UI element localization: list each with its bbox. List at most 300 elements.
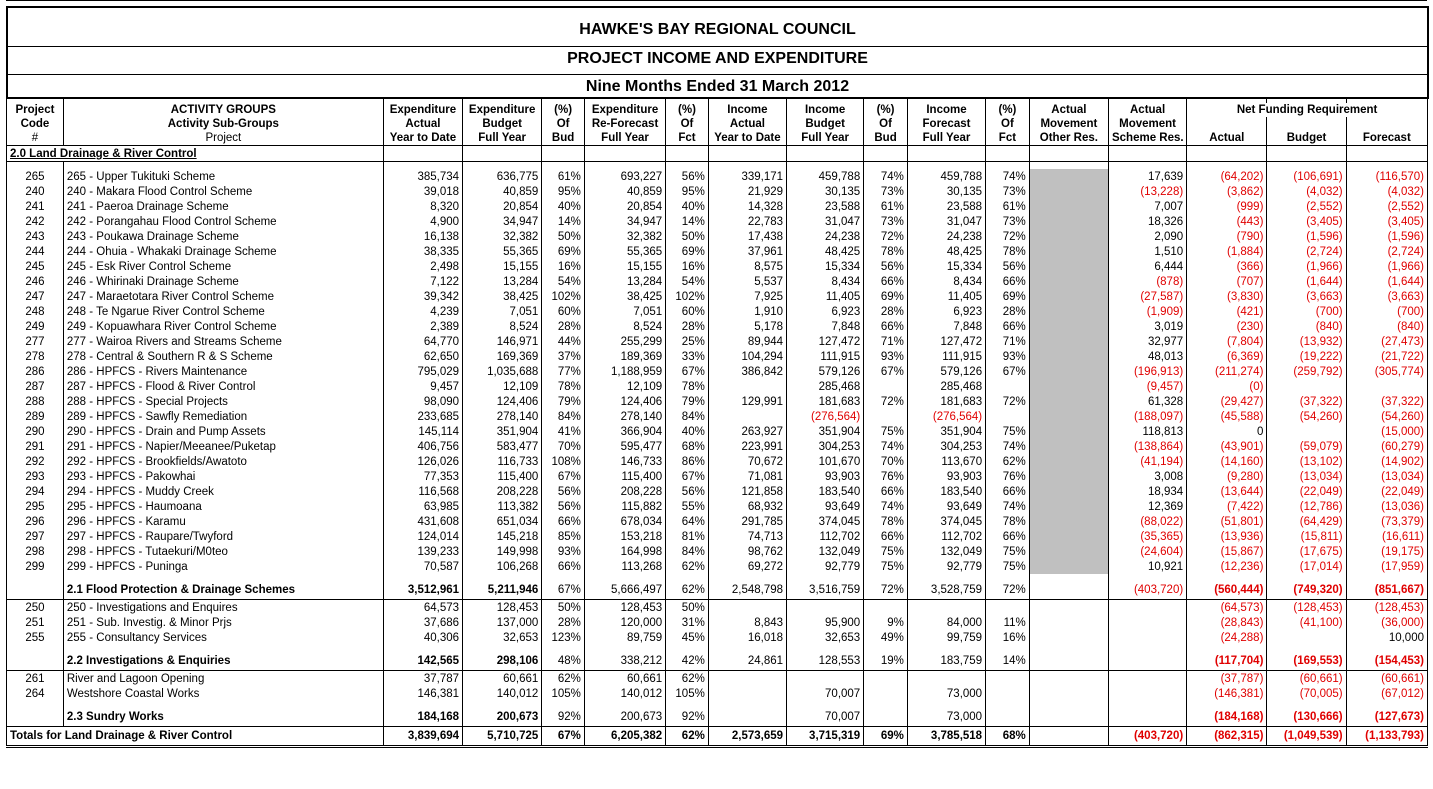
value-cell: 41% — [542, 424, 585, 439]
value-cell — [1267, 424, 1346, 439]
value-cell: (36,000) — [1346, 615, 1427, 630]
value-cell: 93% — [542, 544, 585, 559]
value-cell — [1029, 229, 1108, 244]
subtotal-value: (862,315) — [1187, 727, 1267, 747]
project-code: 261 — [7, 671, 64, 687]
value-cell: 124,406 — [463, 394, 542, 409]
value-cell: 128,453 — [584, 600, 665, 616]
col-header: Expenditure — [383, 103, 462, 117]
empty-cell — [542, 645, 585, 652]
empty-cell — [63, 574, 383, 581]
value-cell — [907, 671, 985, 687]
value-cell: 304,253 — [907, 439, 985, 454]
value-cell — [1029, 244, 1108, 259]
empty-cell — [1108, 574, 1186, 581]
value-cell: 132,049 — [907, 544, 985, 559]
value-cell: (24,288) — [1187, 630, 1267, 645]
value-cell: 50% — [666, 600, 709, 616]
table-row — [7, 199, 1428, 214]
value-cell: 81% — [666, 529, 709, 544]
value-cell: (12,236) — [1187, 559, 1267, 574]
empty-cell — [542, 574, 585, 581]
value-cell: 56% — [666, 169, 709, 184]
empty-cell — [1108, 162, 1186, 170]
value-cell: 10,000 — [1346, 630, 1427, 645]
value-cell: 62% — [666, 671, 709, 687]
empty-cell — [1187, 574, 1267, 581]
value-cell: 678,034 — [584, 514, 665, 529]
empty-cell — [542, 162, 585, 170]
table-row — [7, 214, 1428, 229]
value-cell — [1029, 630, 1108, 645]
value-cell: 374,045 — [787, 514, 864, 529]
value-cell: 93% — [986, 349, 1030, 364]
empty-cell — [463, 574, 542, 581]
value-cell: 71% — [864, 334, 908, 349]
value-cell — [708, 671, 786, 687]
value-cell: 66% — [986, 319, 1030, 334]
subtotal-value: 298,106 — [463, 652, 542, 671]
project-name: 287 - HPFCS - Flood & River Control — [63, 379, 383, 394]
table-row — [7, 319, 1428, 334]
value-cell: 92,779 — [907, 559, 985, 574]
value-cell: (64,573) — [1187, 600, 1267, 616]
col-header: Of — [542, 117, 585, 131]
subtotal-value: 200,673 — [584, 708, 665, 727]
value-cell: 6,923 — [787, 304, 864, 319]
value-cell: (2,552) — [1346, 199, 1427, 214]
empty-cell — [1029, 645, 1108, 652]
subtotal-value: 5,710,725 — [463, 727, 542, 747]
value-cell: 24,238 — [787, 229, 864, 244]
value-cell: 278,140 — [584, 409, 665, 424]
value-cell: 75% — [864, 424, 908, 439]
col-header: Activity Sub-Groups — [63, 117, 383, 131]
project-name: 277 - Wairoa Rivers and Streams Scheme — [63, 334, 383, 349]
value-cell — [864, 671, 908, 687]
header-row-2 — [7, 117, 1428, 131]
project-name: 251 - Sub. Investig. & Minor Prjs — [63, 615, 383, 630]
empty-cell — [907, 574, 985, 581]
project-name: 295 - HPFCS - Haumoana — [63, 499, 383, 514]
value-cell: 15,334 — [907, 259, 985, 274]
project-name: 243 - Poukawa Drainage Scheme — [63, 229, 383, 244]
value-cell — [986, 686, 1030, 701]
value-cell — [986, 379, 1030, 394]
table-row — [7, 671, 1428, 687]
project-code: 299 — [7, 559, 64, 574]
empty-cell — [907, 701, 985, 708]
value-cell: 95,900 — [787, 615, 864, 630]
empty-cell — [463, 645, 542, 652]
value-cell: (43,901) — [1187, 439, 1267, 454]
value-cell: (9,280) — [1187, 469, 1267, 484]
value-cell — [708, 600, 786, 616]
value-cell: 33% — [666, 349, 709, 364]
value-cell: 67% — [864, 364, 908, 379]
empty-cell — [1267, 574, 1346, 581]
project-name: 241 - Paeroa Drainage Scheme — [63, 199, 383, 214]
value-cell: (259,792) — [1267, 364, 1346, 379]
value-cell — [986, 409, 1030, 424]
value-cell: 7,007 — [1108, 199, 1186, 214]
project-code: 292 — [7, 454, 64, 469]
value-cell: 104,294 — [708, 349, 786, 364]
value-cell: 56% — [542, 499, 585, 514]
subtotal-label: 2.1 Flood Protection & Drainage Schemes — [63, 581, 383, 600]
value-cell — [1029, 304, 1108, 319]
col-header: Other Res. — [1029, 131, 1108, 146]
value-cell: (7,422) — [1187, 499, 1267, 514]
value-cell — [864, 686, 908, 701]
value-cell: 79% — [542, 394, 585, 409]
value-cell: 595,477 — [584, 439, 665, 454]
table-row — [7, 184, 1428, 199]
empty-cell — [63, 645, 383, 652]
value-cell: 146,971 — [463, 334, 542, 349]
value-cell — [1108, 600, 1186, 616]
subtotal-value: (169,553) — [1267, 652, 1346, 671]
value-cell: (27,473) — [1346, 334, 1427, 349]
value-cell: (13,102) — [1267, 454, 1346, 469]
value-cell: (700) — [1267, 304, 1346, 319]
value-cell: (27,587) — [1108, 289, 1186, 304]
value-cell: (305,774) — [1346, 364, 1427, 379]
table-row — [7, 409, 1428, 424]
subtotal-value: 3,715,319 — [787, 727, 864, 747]
value-cell: 8,524 — [584, 319, 665, 334]
value-cell: 32,382 — [463, 229, 542, 244]
project-name: 288 - HPFCS - Special Projects — [63, 394, 383, 409]
value-cell: (60,661) — [1267, 671, 1346, 687]
table-row — [7, 379, 1428, 394]
value-cell: 61% — [864, 199, 908, 214]
col-header: (%) — [542, 103, 585, 117]
col-header: Expenditure — [463, 103, 542, 117]
subtotal-label: 2.2 Investigations & Enquiries — [63, 652, 383, 671]
col-header: Income — [907, 103, 985, 117]
value-cell: 795,029 — [383, 364, 462, 379]
table-row — [7, 469, 1428, 484]
value-cell: 115,882 — [584, 499, 665, 514]
subtotal-value: (117,704) — [1187, 652, 1267, 671]
empty-cell — [986, 574, 1030, 581]
value-cell: 78% — [542, 379, 585, 394]
table-row — [7, 514, 1428, 529]
value-cell: (4,032) — [1346, 184, 1427, 199]
empty-cell — [1187, 162, 1267, 170]
value-cell: (276,564) — [907, 409, 985, 424]
value-cell: 1,910 — [708, 304, 786, 319]
table-row — [7, 499, 1428, 514]
table-row — [7, 615, 1428, 630]
value-cell: 74% — [864, 439, 908, 454]
value-cell: (3,862) — [1187, 184, 1267, 199]
value-cell — [1029, 424, 1108, 439]
table-row — [7, 169, 1428, 184]
value-cell: 16% — [542, 259, 585, 274]
value-cell: (35,365) — [1108, 529, 1186, 544]
value-cell: 44% — [542, 334, 585, 349]
col-header: Forecast — [1346, 131, 1427, 146]
empty-cell — [666, 645, 709, 652]
value-cell: 8,434 — [907, 274, 985, 289]
subtotal-value: (127,673) — [1346, 708, 1427, 727]
project-code: 246 — [7, 274, 64, 289]
subtotal-row — [7, 581, 1428, 600]
value-cell: (106,691) — [1267, 169, 1346, 184]
value-cell — [907, 600, 985, 616]
project-code: 277 — [7, 334, 64, 349]
subtotal-value: 5,666,497 — [584, 581, 665, 600]
value-cell: 38,425 — [463, 289, 542, 304]
value-cell: 38,425 — [584, 289, 665, 304]
value-cell: 93,649 — [787, 499, 864, 514]
value-cell — [1029, 529, 1108, 544]
project-code: 248 — [7, 304, 64, 319]
table-row — [7, 274, 1428, 289]
value-cell: 113,670 — [907, 454, 985, 469]
value-cell: 111,915 — [787, 349, 864, 364]
value-cell: 127,472 — [787, 334, 864, 349]
subtotal-value: 92% — [542, 708, 585, 727]
value-cell: 66% — [542, 514, 585, 529]
value-cell: (13,936) — [1187, 529, 1267, 544]
subtotal-value — [708, 708, 786, 727]
value-cell: 1,035,688 — [463, 364, 542, 379]
subtotal-value: 6,205,382 — [584, 727, 665, 747]
value-cell: 68% — [666, 439, 709, 454]
col-header: Budget — [787, 117, 864, 131]
project-name: 293 - HPFCS - Pakowhai — [63, 469, 383, 484]
spacer-row — [7, 645, 1428, 652]
subtotal-value: (154,453) — [1346, 652, 1427, 671]
value-cell — [1029, 544, 1108, 559]
value-cell: 13,284 — [584, 274, 665, 289]
col-header: ACTIVITY GROUPS — [63, 103, 383, 117]
value-cell: 351,904 — [787, 424, 864, 439]
value-cell: (29,427) — [1187, 394, 1267, 409]
empty-cell — [1108, 701, 1186, 708]
empty-cell — [1029, 574, 1108, 581]
value-cell — [1029, 199, 1108, 214]
empty-cell — [787, 162, 864, 170]
value-cell: 6,444 — [1108, 259, 1186, 274]
value-cell — [708, 686, 786, 701]
value-cell: (14,902) — [1346, 454, 1427, 469]
value-cell: 208,228 — [584, 484, 665, 499]
value-cell: 16% — [666, 259, 709, 274]
col-header: Budget — [463, 117, 542, 131]
value-cell: 112,702 — [787, 529, 864, 544]
value-cell — [1108, 615, 1186, 630]
col-header: Of — [666, 117, 709, 131]
empty-cell — [708, 701, 786, 708]
table-row — [7, 304, 1428, 319]
value-cell: 77,353 — [383, 469, 462, 484]
empty-cell — [584, 645, 665, 652]
value-cell: 74% — [986, 499, 1030, 514]
value-cell: 17,639 — [1108, 169, 1186, 184]
value-cell: 28% — [542, 615, 585, 630]
empty-cell — [7, 574, 64, 581]
value-cell: 73% — [864, 184, 908, 199]
value-cell: 8,843 — [708, 615, 786, 630]
value-cell: 64,573 — [383, 600, 462, 616]
value-cell: 2,389 — [383, 319, 462, 334]
value-cell — [986, 671, 1030, 687]
col-header: Movement — [1029, 117, 1108, 131]
project-name: 297 - HPFCS - Raupare/Twyford — [63, 529, 383, 544]
project-code: 243 — [7, 229, 64, 244]
spacer-row — [7, 162, 1428, 170]
value-cell: 3,019 — [1108, 319, 1186, 334]
project-code: 251 — [7, 615, 64, 630]
table-row — [7, 334, 1428, 349]
empty-cell — [463, 162, 542, 170]
value-cell: (3,405) — [1267, 214, 1346, 229]
value-cell: 60,661 — [584, 671, 665, 687]
value-cell: 23,588 — [787, 199, 864, 214]
value-cell: 459,788 — [787, 169, 864, 184]
empty-cell — [708, 574, 786, 581]
value-cell: 129,991 — [708, 394, 786, 409]
value-cell: 106,268 — [463, 559, 542, 574]
empty-cell — [1267, 701, 1346, 708]
value-cell: 75% — [986, 424, 1030, 439]
value-cell: (1,644) — [1267, 274, 1346, 289]
empty-cell — [63, 162, 383, 170]
value-cell: (2,724) — [1267, 244, 1346, 259]
value-cell: (1,884) — [1187, 244, 1267, 259]
value-cell: (1,596) — [1346, 229, 1427, 244]
table-row — [7, 529, 1428, 544]
value-cell: 55,365 — [463, 244, 542, 259]
project-code: 250 — [7, 600, 64, 616]
value-cell: (17,959) — [1346, 559, 1427, 574]
value-cell: (37,322) — [1346, 394, 1427, 409]
value-cell: 56% — [986, 259, 1030, 274]
empty-cell — [666, 701, 709, 708]
col-header: (%) — [666, 103, 709, 117]
value-cell: 111,915 — [907, 349, 985, 364]
col-header: Income — [708, 103, 786, 117]
value-cell: (13,034) — [1267, 469, 1346, 484]
header-row-1 — [7, 103, 1428, 117]
col-header: Project — [63, 131, 383, 146]
value-cell: 28% — [864, 304, 908, 319]
value-cell: 45% — [666, 630, 709, 645]
empty-cell — [864, 574, 908, 581]
value-cell: 11% — [986, 615, 1030, 630]
empty-cell — [383, 162, 462, 170]
value-cell: 37,961 — [708, 244, 786, 259]
col-header: Re-Forecast — [584, 117, 665, 131]
value-cell: 79% — [666, 394, 709, 409]
value-cell: 9,457 — [383, 379, 462, 394]
subtotal-value: 62% — [666, 581, 709, 600]
empty-cell — [864, 162, 908, 170]
project-code: 289 — [7, 409, 64, 424]
value-cell: 39,342 — [383, 289, 462, 304]
value-cell: 7,848 — [907, 319, 985, 334]
value-cell: 67% — [666, 364, 709, 379]
project-name: 248 - Te Ngarue River Control Scheme — [63, 304, 383, 319]
value-cell: (790) — [1187, 229, 1267, 244]
project-code: 286 — [7, 364, 64, 379]
value-cell: (188,097) — [1108, 409, 1186, 424]
value-cell: (3,663) — [1267, 289, 1346, 304]
empty-cell — [708, 162, 786, 170]
table-row — [7, 259, 1428, 274]
value-cell: 99,759 — [907, 630, 985, 645]
col-header: Actual — [1029, 103, 1108, 117]
value-cell: 32,977 — [1108, 334, 1186, 349]
spacer-row — [7, 574, 1428, 581]
value-cell: 128,453 — [463, 600, 542, 616]
value-cell: (17,014) — [1267, 559, 1346, 574]
value-cell: 132,049 — [787, 544, 864, 559]
project-name: 245 - Esk River Control Scheme — [63, 259, 383, 274]
value-cell — [708, 409, 786, 424]
col-header: Full Year — [907, 131, 985, 146]
value-cell: (840) — [1267, 319, 1346, 334]
value-cell: 67% — [542, 469, 585, 484]
project-name: 290 - HPFCS - Drain and Pump Assets — [63, 424, 383, 439]
value-cell: (878) — [1108, 274, 1186, 289]
value-cell: (13,036) — [1346, 499, 1427, 514]
value-cell: 40,859 — [584, 184, 665, 199]
project-table — [6, 97, 1428, 748]
value-cell: 60,661 — [463, 671, 542, 687]
value-cell: 181,683 — [907, 394, 985, 409]
project-code: 255 — [7, 630, 64, 645]
value-cell: 112,702 — [907, 529, 985, 544]
value-cell: (276,564) — [787, 409, 864, 424]
col-header: Forecast — [907, 117, 985, 131]
value-cell — [1029, 394, 1108, 409]
value-cell: 164,998 — [584, 544, 665, 559]
value-cell: 7,848 — [787, 319, 864, 334]
table-row — [7, 424, 1428, 439]
subtotal-row — [7, 652, 1428, 671]
value-cell: 72% — [986, 229, 1030, 244]
value-cell: 263,927 — [708, 424, 786, 439]
value-cell: (999) — [1187, 199, 1267, 214]
value-cell: 113,382 — [463, 499, 542, 514]
value-cell: 61% — [542, 169, 585, 184]
value-cell: 385,734 — [383, 169, 462, 184]
project-code: 297 — [7, 529, 64, 544]
project-code: 287 — [7, 379, 64, 394]
project-code: 242 — [7, 214, 64, 229]
subtotal-value: 48% — [542, 652, 585, 671]
value-cell: 14% — [666, 214, 709, 229]
project-code: 241 — [7, 199, 64, 214]
subtotal-value: 142,565 — [383, 652, 462, 671]
value-cell: 48,013 — [1108, 349, 1186, 364]
col-header: Year to Date — [708, 131, 786, 146]
empty-cell — [1187, 701, 1267, 708]
value-cell: 28% — [542, 319, 585, 334]
value-cell: 74,713 — [708, 529, 786, 544]
subtotal-value: 42% — [666, 652, 709, 671]
value-cell: 69,272 — [708, 559, 786, 574]
subtotal-value: 19% — [864, 652, 908, 671]
value-cell: 339,171 — [708, 169, 786, 184]
value-cell: 54% — [666, 274, 709, 289]
project-name: 250 - Investigations and Enquires — [63, 600, 383, 616]
